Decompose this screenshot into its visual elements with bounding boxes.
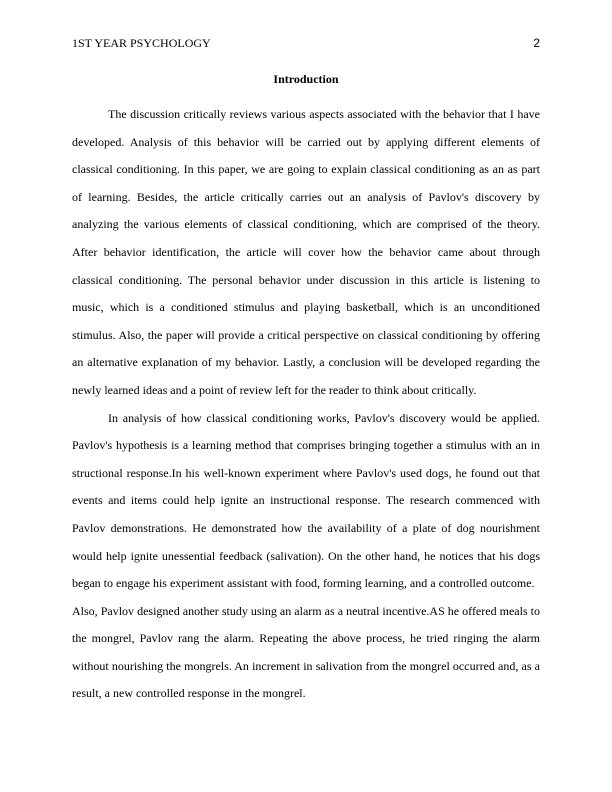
paragraph-1: The discussion critically reviews various aspects associated with the behavior that I have developed. Analysis of this behavior will be carried out by applying different elements of classical conditioning. In this paper, we are going to explain classical conditioning as an as part of learning. Besides, the article critically carries out an analysis of Pavlov's discovery by analyzing the various elements of classical conditioning, which are comprised of the theory. After behavior identification, the article will cover how the behavior came about through classical conditioning. The personal behavior under discussion in this article is listening to music, which is a conditioned stimulus and playing basketball, which is an unconditioned stimulus. Also, the paper will provide a critical perspective on classical conditioning by offering an alternative explanation of my behavior. Lastly, a conclusion will be developed regarding the newly learned ideas and a point of review left for the reader to think about critically.	[72, 107, 540, 397]
running-head: 1ST YEAR PSYCHOLOGY	[72, 36, 211, 50]
page-number: 2	[533, 36, 540, 50]
section-title: Introduction	[273, 72, 339, 86]
paragraph-2: In analysis of how classical conditioning works, Pavlov's discovery would be applied. Pavlov's hypothesis is a learning method that comprises bringing together a stimulus with an in structional response.In his well-known experiment where Pavlov's used dogs, he found out that events and items could help ignite an instructional response. The research commenced with Pavlov demonstrations. He demonstrated how the availability of a plate of dog nourishment would help ignite unessential feedback (salivation). On the other hand, he notices that his dogs began to engage his experiment assistant with food, forming learning, and a controlled outcome.	[72, 410, 540, 591]
body-text	[72, 101, 540, 708]
paragraph-3: Also, Pavlov designed another study using an alarm as a neutral incentive.AS he offered meals to the mongrel, Pavlov rang the alarm. Repeating the above process, he tried ringing the alarm without nourishing the mongrels. An increment in salivation from the mongrel occurred and, as a result, a new controlled response in the mongrel.	[72, 603, 540, 701]
